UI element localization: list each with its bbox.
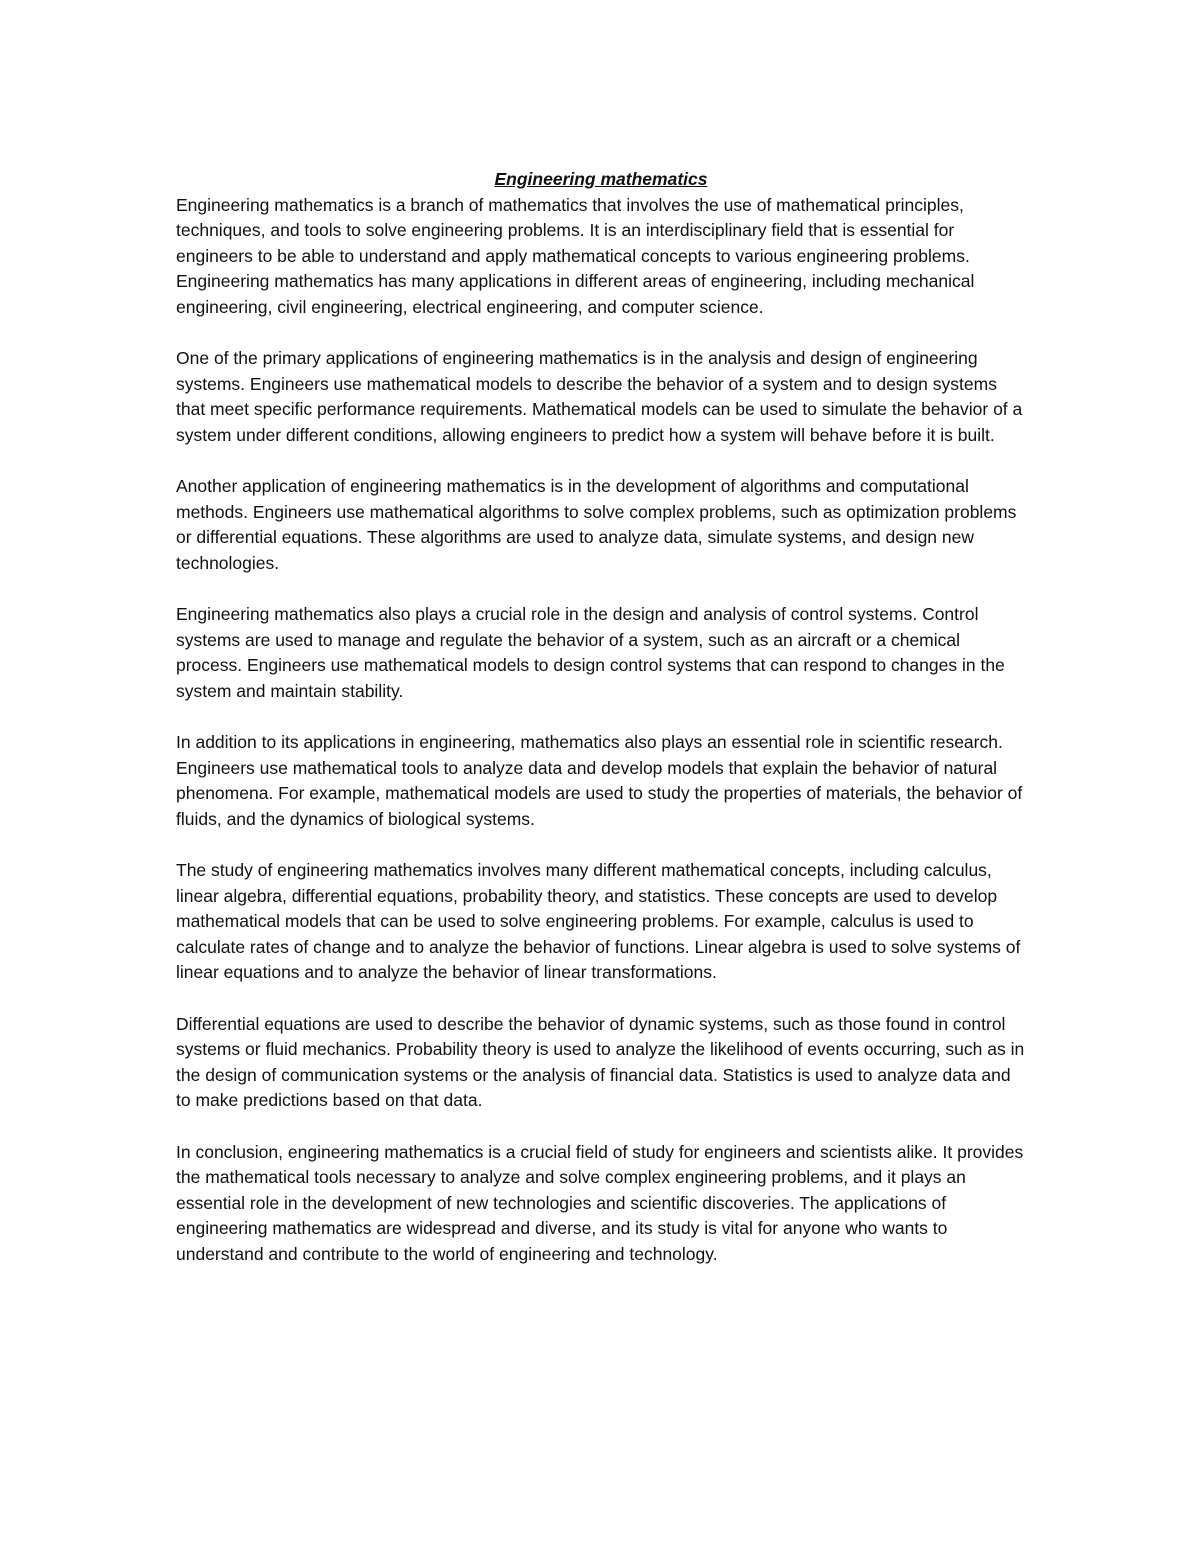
paragraph-conclusion: In conclusion, engineering mathematics is a crucial field of study for engineers and scientists alike. It provides the mathematical tools necessary to analyze and solve complex engineering problems, and it plays an essential role in the development of new technologies and scientific discoveries. The applications of engineering mathematics are widespread and diverse, and its study is vital for anyone who wants to understand and contribute to the world of engineering and technology. <box>176 1141 1024 1264</box>
paragraph-research: In addition to its applications in engineering, mathematics also plays an essential role in scientific research. Engineers use mathematical tools to analyze data and develop models that explain the behavior of natural phenomena. For example, mathematical models are used to study the properties of materials, the behavior of fluids, and the dynamics of biological systems. <box>176 732 1023 829</box>
paragraph-differential-equations: Differential equations are used to describe the behavior of dynamic systems, such as those found in control systems or fluid mechanics. Probability theory is used to analyze the likelihood of events occurring, such as in the design of communication systems or the analysis of financial data. Statistics is used to analyze data and to make predictions based on that data. <box>176 1013 1025 1111</box>
document-body <box>176 167 1026 1268</box>
paragraph-control-systems: Engineering mathematics also plays a crucial role in the design and analysis of control systems. Control systems are used to manage and regulate the behavior of a system, such as an aircraft or a chemical process. Engineers use mathematical models to design control systems that can respond to changes in the system and maintain stability. <box>176 604 1005 701</box>
document-title: Engineering mathematics <box>494 169 708 189</box>
paragraph-algorithms: Another application of engineering mathematics is in the development of algorithms and computational methods. Engineers use mathematical algorithms to solve complex problems, such as optimization problems or differential equations. These algorithms are used to analyze data, simulate systems, and design new technologies. <box>176 476 1017 573</box>
paragraph-systems: One of the primary applications of engineering mathematics is in the analysis and design of engineering systems. Engineers use mathematical models to describe the behavior of a system and to design systems that meet specific performance requirements. Mathematical models can be used to simulate the behavior of a system under different conditions, allowing engineers to predict how a system will behave before it is built. <box>176 348 1023 445</box>
paragraph-concepts: The study of engineering mathematics involves many different mathematical concepts, including calculus, linear algebra, differential equations, probability theory, and statistics. These concepts are used to develop mathematical models that can be used to solve engineering problems. For example, calculus is used to calculate rates of change and to analyze the behavior of functions. Linear algebra is used to solve systems of linear equations and to analyze the behavior of linear transformations. <box>176 860 1021 983</box>
paragraph-intro: Engineering mathematics is a branch of mathematics that involves the use of mathematical principles, techniques, and tools to solve engineering problems. It is an interdisciplinary field that is essential for engineers to be able to understand and apply mathematical concepts to various engineering problems. Engineering mathematics has many applications in different areas of engineering, including mechanical engineering, civil engineering, electrical engineering, and computer science. <box>176 194 975 317</box>
